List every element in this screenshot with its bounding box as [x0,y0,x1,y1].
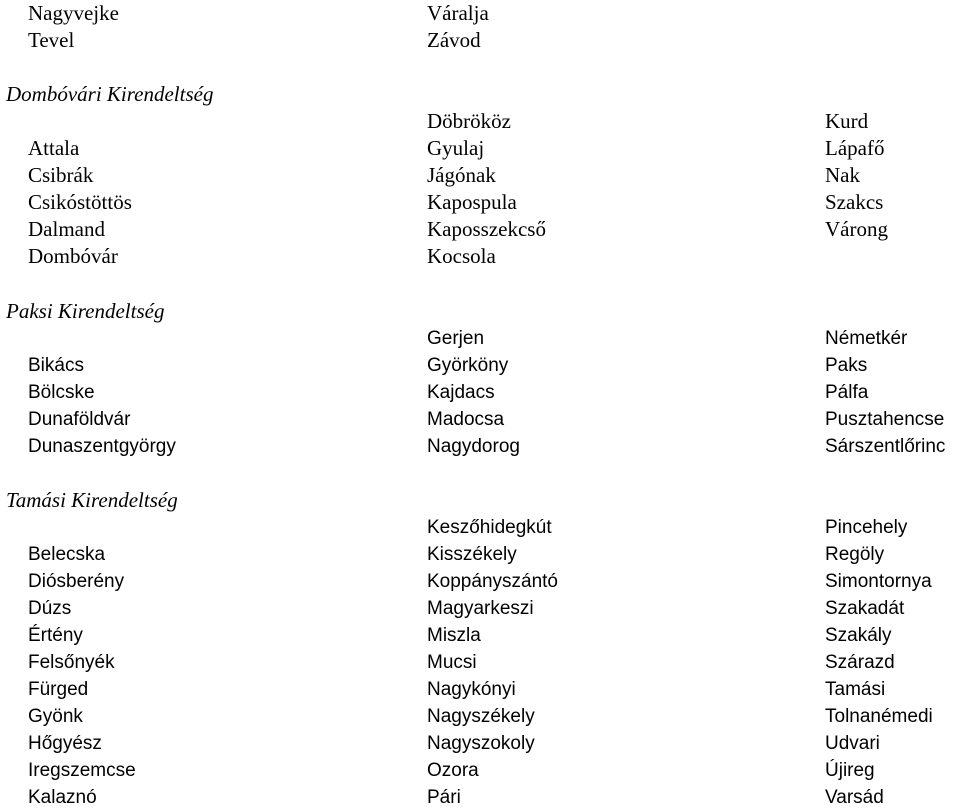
list-item: Miszla [427,625,481,646]
list-item: Koppányszántó [427,571,558,592]
list-item: Kocsola [427,244,496,268]
section-heading: Tamási Kirendeltség [6,488,178,512]
list-item: Sárszentlőrinc [825,436,946,457]
list-item: Keszőhidegkút [427,517,552,538]
list-item: Regöly [825,544,885,565]
list-item: Nagyszokoly [427,733,535,754]
list-item: Udvari [825,733,880,754]
list-item: Kajdacs [427,382,495,403]
list-item: Tevel [28,28,75,52]
list-item: Madocsa [427,409,505,430]
list-item: Hőgyész [28,733,102,754]
list-item: Nagykónyi [427,679,516,700]
list-item: Nagyszékely [427,706,535,727]
list-item: Várong [825,217,888,241]
list-item: Szakcs [825,190,884,214]
list-item: Pári [427,787,461,808]
section-heading: Dombóvári Kirendeltség [6,82,214,106]
list-item: Mucsi [427,652,477,673]
list-item: Tamási [825,679,886,700]
list-item: Újireg [825,760,875,781]
list-item: Kaposszekcső [427,217,546,241]
list-item: Értény [28,625,83,646]
list-item: Döbrököz [427,109,511,133]
list-item: Iregszemcse [28,760,136,781]
list-item: Dunaszentgyörgy [28,436,176,457]
list-item: Kurd [825,109,869,133]
list-item: Paks [825,355,868,376]
list-item: Dombóvár [28,244,118,268]
list-item: Pusztahencse [825,409,945,430]
list-item: Simontornya [825,571,932,592]
list-item: Gerjen [427,328,485,349]
list-item: Nak [825,163,860,187]
list-item: Dunaföldvár [28,409,131,430]
list-item: Kapospula [427,190,517,214]
list-item: Magyarkeszi [427,598,534,619]
list-item: Ozora [427,760,479,781]
list-item: Szakadát [825,598,905,619]
list-item: Gyulaj [427,136,485,160]
list-item: Csikóstöttös [28,190,132,214]
list-item: Bölcske [28,382,95,403]
list-item: Pálfa [825,382,869,403]
list-item: Váralja [427,1,489,25]
list-item: Gyönk [28,706,83,727]
list-item: Csibrák [28,163,94,187]
list-item: Belecska [28,544,106,565]
list-item: Závod [427,28,481,52]
list-item: Dalmand [28,217,105,241]
list-item: Györköny [427,355,509,376]
list-item: Attala [28,136,80,160]
list-item: Németkér [825,328,908,349]
list-item: Tolnanémedi [825,706,933,727]
list-item: Diósberény [28,571,125,592]
list-item: Nagyvejke [28,1,119,25]
list-item: Pincehely [825,517,908,538]
list-item: Lápafő [825,136,885,160]
list-item: Nagydorog [427,436,520,457]
list-item: Jágónak [427,163,496,187]
list-item: Szakály [825,625,892,646]
section-heading: Paksi Kirendeltség [6,299,165,323]
list-item: Varsád [825,787,884,808]
list-item: Felsőnyék [28,652,115,673]
list-item: Dúzs [28,598,72,619]
list-item: Kisszékely [427,544,517,565]
list-item: Szárazd [825,652,895,673]
list-item: Kalaznó [28,787,97,808]
list-item: Bikács [28,355,84,376]
list-item: Fürged [28,679,89,700]
